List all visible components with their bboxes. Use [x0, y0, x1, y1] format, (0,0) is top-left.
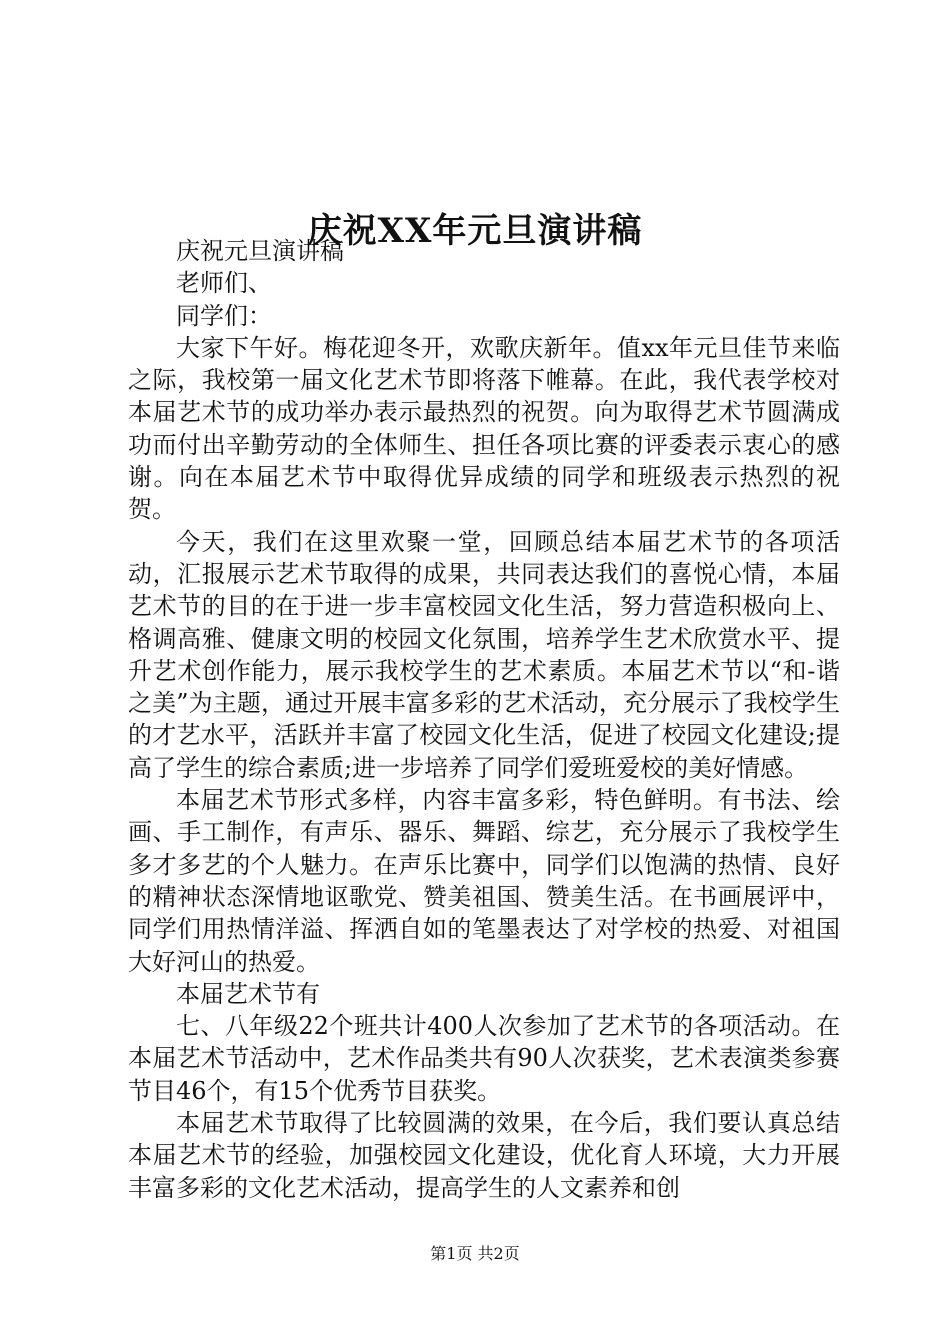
paragraph-participation-stats: 七、八年级22个班共计400人次参加了艺术节的各项活动。在本届艺术节活动中，艺术作品类共有90人次获奖，艺术表演类参赛节目46个，有15个优秀节目获奖。 — [128, 1012, 840, 1105]
paragraph-opening: 大家下午好。梅花迎冬开，欢歌庆新年。值xx年元旦佳节来临之际，我校第一届文化艺术节即将落下帷幕。在此，我代表学校对本届艺术节的成功举办表示最热烈的祝贺。向为取得艺术节圆满成功而付出辛勤劳动的全体师生、担任各项比赛的评委表示衷心的感谢。向在本届艺术节中取得优异成绩的同学和班级表示热烈的祝贺。 — [128, 333, 840, 524]
paragraph-salutation-students: 同学们： — [176, 301, 272, 330]
document-body — [128, 235, 840, 1204]
document-title: 庆祝XX年元旦演讲稿 — [307, 210, 643, 251]
paragraph-participation-intro: 本届艺术节有 — [176, 979, 320, 1008]
paragraph-salutation-teachers: 老师们、 — [176, 269, 272, 298]
paragraph-forms: 本届艺术节形式多样，内容丰富多彩，特色鲜明。有书法、绘画、手工制作，有声乐、器乐、舞蹈、综艺，充分展示了我校学生多才多艺的个人魅力。在声乐比赛中，同学们以饱满的热情、良好的精神状态深情地讴歌党、赞美祖国、赞美生活。在书画展评中，同学们用热情洋溢、挥洒自如的笔墨表达了对学校的热爱、对祖国大好河山的热爱。 — [128, 786, 840, 976]
page-footer: 第1页 共2页 — [430, 1244, 520, 1263]
paragraph-future: 本届艺术节取得了比较圆满的效果，在今后，我们要认真总结本届艺术节的经验，加强校园文化建设，优化育人环境，大力开展丰富多彩的文化艺术活动，提高学生的人文素养和创 — [128, 1109, 840, 1202]
paragraph-review: 今天，我们在这里欢聚一堂，回顾总结本届艺术节的各项活动，汇报展示艺术节取得的成果，共同表达我们的喜悦心情，本届艺术节的目的在于进一步丰富校园文化生活，努力营造积极向上、格调高雅、健康文明的校园文化氛围，培养学生艺术欣赏水平、提升艺术创作能力，展示我校学生的艺术素质。本届艺术节以“和-谐之美”为主题，通过开展丰富多彩的艺术活动，充分展示了我校学生的才艺水平，活跃并丰富了校园文化生活，促进了校园文化建设;提高了学生的综合素质;进一步培养了同学们爱班爱校的美好情感。 — [128, 527, 840, 782]
paragraph-heading-line: 庆祝元旦演讲稿 — [176, 237, 344, 265]
